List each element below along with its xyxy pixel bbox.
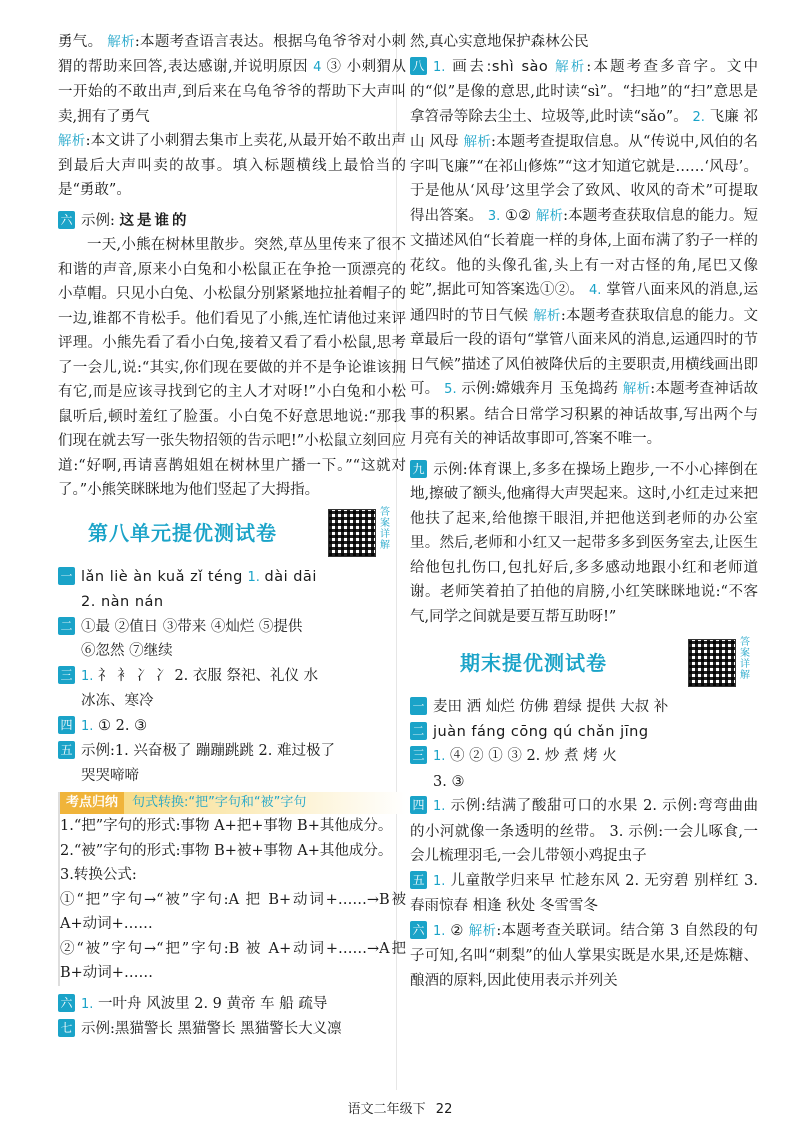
u8-q4: 四 1. ① 2. ③: [58, 714, 406, 740]
final-q6: 六 1. ② 解析:本题考查关联词。结合第 3 自然段的句子可知,名叫“刺梨”的仙人掌果实既是水果,还是炼糖、酿酒的原料,因此使用表示并列关: [410, 922, 759, 989]
key-point-label: 考点归纳: [60, 792, 124, 814]
u8-q3-line2: 冰冻、寒冷: [81, 693, 154, 709]
u8-q2-line2: ⑥忽然 ⑦继续: [81, 643, 173, 659]
analysis-text: 解析:本文讲了小刺猬去集市上卖花,从最开始不敢出声到最后大声叫卖的故事。填入标题横线上最恰当的是“勇敢”。: [58, 133, 407, 198]
key-point-1: 1.“把”字句的形式:事物 A+把+事物 B+其他成分。: [60, 818, 393, 834]
key-point-box: [58, 792, 406, 986]
answer-text: 然,真心实意地保护森林公民: [410, 34, 589, 50]
key-point-3: 3.转换公式:: [60, 867, 137, 883]
u8-q3: 三 1. 礻 衤 冫 冫 2. 衣服 祭祀、礼仪 水: [58, 664, 406, 690]
answer-detail-tag: 答案详解: [740, 637, 750, 681]
essay-body: 一天,小熊在树林里散步。突然,草丛里传来了很不和谐的声音,原来小白兔和小松鼠正在争抢一顶漂亮的小草帽。只见小白兔、小松鼠分别紧紧地拉扯着帽子的一边,谁都不肯松手。他们看见了小熊,连忙请他过来评评理。小熊先看了看小白兔,接着又看了看小松鼠,思考了一会儿,说:“其实,你们现在要做的并不是争论谁该拥有它,而是应该寻找到它的主人才对呀!”小白兔和小松鼠听后,顿时羞红了脸蛋。小白兔不好意思地说:“那我们现在就去写一张失物招领的告示吧!”小松鼠立刻回应道:“好啊,再请喜鹊姐姐在树林里广播一下。”“这就对了。”小熊笑眯眯地为他们竖起了大拇指。: [58, 237, 406, 498]
unit8-title: 第八单元提优测试卷: [88, 520, 277, 545]
final-q4: 四 1. 示例:结满了酸甜可口的水果 2. 示例:弯弯曲曲的小河就像一条透明的丝带。 3. 示例:一会儿啄食,一会儿梳理羽毛,一会儿带领小鸡捉虫子: [410, 798, 759, 864]
final-header: [410, 637, 758, 687]
final-q1: 一 麦田 洒 灿烂 仿佛 碧绿 提供 大叔 补: [410, 695, 765, 720]
u8-q1-line2: 2. nàn nán: [81, 594, 164, 610]
key-point-2: 2.“被”字句的形式:事物 B+被+事物 A+其他成分。: [60, 842, 393, 859]
final-q3-line2: 3. ③: [433, 773, 465, 790]
key-point-title: 句式转换:“把”字句和“被”字句: [132, 795, 307, 810]
left-column: [58, 30, 406, 1042]
footer-subject: 语文二年级下: [347, 1102, 426, 1117]
right-column: [410, 30, 758, 993]
analysis-label: 解析: [58, 133, 86, 149]
u8-q5: 五 示例:1. 兴奋极了 蹦蹦跳跳 2. 难过极了: [58, 739, 406, 764]
final-title: 期末提优测试卷: [460, 651, 607, 675]
key-point-5: ②“被”字句→“把”字句:B 被 A+动词+……→A把 B+动词+……: [60, 940, 406, 981]
unit8-header: [58, 506, 406, 557]
final-q2: 二 juàn fáng cōng qú chǎn jīng: [410, 720, 765, 745]
analysis-label: 解析: [468, 922, 497, 939]
page-footer: [0, 1098, 800, 1117]
qr-code: [688, 639, 736, 687]
analysis-label: 解析: [555, 58, 587, 75]
analysis-label: 解析: [107, 34, 135, 50]
page-number: 22: [435, 1102, 453, 1117]
u8-q7: 七 示例:黑猫警长 黑猫警长 黑猫警长大义凛: [58, 1017, 406, 1042]
answer-detail-tag: 答案详解: [380, 506, 390, 551]
u8-q1: 一 lǎn liè àn kuǎ zǐ téng 1. dài dāi: [58, 565, 406, 591]
section-six: 六 示例: 这是谁的 一天,小熊在树林里散步。突然,草丛里传来了很不和谐的声音,原来小白兔和小松鼠正在争抢一顶漂亮的小草帽。只见小白兔、小松鼠分别紧紧地拉扯着帽子的一边,谁都不肯松手。他们看见了小熊,连忙请他过来评评理。小熊先看了看小白兔,接着又看了看小松鼠,思考了一会儿,说:“其实,你们现在要做的并不是争论谁该拥有它,而是应该寻找到它的主人才对呀!”小白兔和小松鼠听后,顿时羞红了脸蛋。小白兔不好意思地说:“那我们现在就去写一张失物招领的告示吧!”小松鼠立刻回应道:“好啊,再请喜鹊姐姐在树林里广播一下。”“这就对了。”小熊笑眯眯地为他们竖起了大拇指。: [58, 209, 406, 503]
section-nine: 九 示例:体育课上,多多在操场上跑步,一不小心摔倒在地,擦破了额头,他痛得大声哭起来。这时,小红走过来把他扶了起来,给他擦干眼泪,并把他送到老师的办公室里。然后,老师和小红又一起带多多到医务室去,让医生给他包扎伤口,包扎好后,多多感动地跟小红和老师道谢。老师笑着拍了拍他的肩膀,小红笑眯眯地说:“不客气,同学之间就是要互帮互助呀!”: [410, 461, 758, 625]
answer-text: 勇气。 解析:本题考查语言表达。根据乌龟爷爷对小刺猬的帮助来回答,表达感谢,并说明原因 4 ③ 小刺猬从一开始的不敢出声,到后来在乌龟爷爷的帮助下大声叫卖,拥有了勇气: [58, 34, 407, 125]
qr-code: [328, 509, 376, 557]
section-eight: 八 1. 画去:shì sào 解析:本题考查多音字。文中的“似”是像的意思,此时读“sì”。“扫地”的“扫”意思是拿笤帚等除去尘土、垃圾等,此时读“sǎo”。 2. 飞廉 祁山 风母 解析:本题考查提取信息。从“传说中,风伯的名字叫飞廉”“在祁山修炼”“这才知道它就是……‘风母’。于是他从‘风母’这里学会了致风、收风的奇术”可提取得出答案。 3. ①② 解析:本题考查获取信息的能力。短文描述风伯“长着鹿一样的身体,上面布满了豹子一样的花纹。他的头像孔雀,头上有一对古怪的角,尾巴又像蛇”,据此可知答案选①②。 4. 掌管八面来风的消息,运通四时的节日气候 解析:本题考查获取信息的能力。文章最后一段的语句“掌管八面来风的消息,运通四时的节日气候”描述了风伯被降伏后的主要职责,用横线画出即可。 5. 示例:嫦娥奔月 玉兔捣药 解析:本题考查神话故事的积累。结合日常学习积累的神话故事,写出两个与月亮有关的神话故事即可,答案不唯一。: [410, 58, 759, 447]
essay-title: 这是谁的: [119, 211, 190, 229]
u8-q2: 二 ①最 ②值日 ③带来 ④灿烂 ⑤提供: [58, 615, 406, 640]
u8-q5-line2: 哭哭啼啼: [81, 767, 139, 784]
u8-q6: 六 1. 一叶舟 风波里 2. 9 黄帝 车 船 疏导: [58, 992, 406, 1018]
final-q3: 三 1. ④ ② ① ③ 2. 炒 煮 烤 火: [410, 744, 765, 770]
final-q5: 五 1. 儿童散学归来早 忙趁东风 2. 无穷碧 别样红 3. 春雨惊春 相逢 秋处 冬雪雪冬: [410, 872, 758, 914]
key-point-4: ①“把”字句→“被”字句:A 把 B+动词+……→B被 A+动词+……: [60, 891, 406, 932]
section-badge: 六: [58, 211, 75, 229]
